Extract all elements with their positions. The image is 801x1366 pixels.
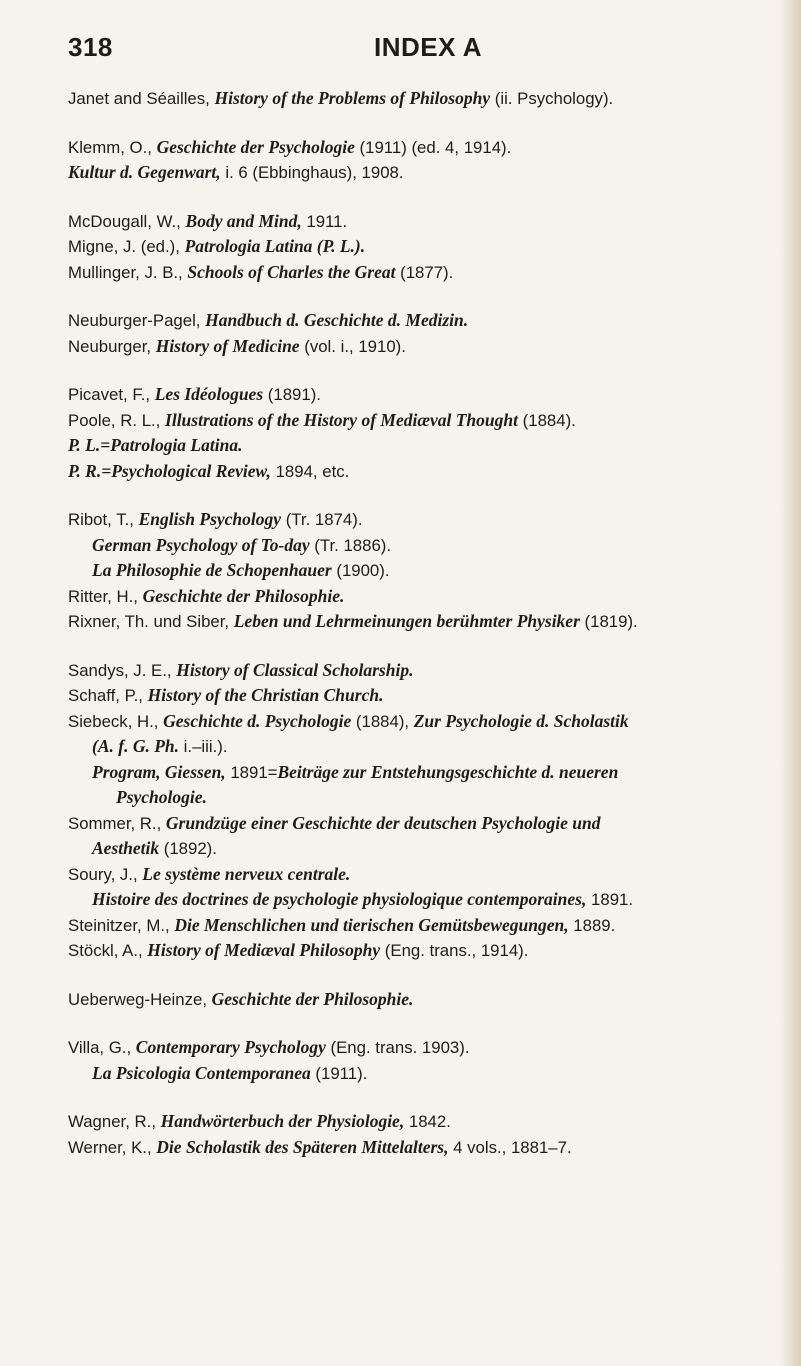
entry-detail: (ii. Psychology). — [490, 89, 614, 108]
entry-author: Ueberweg-Heinze, — [68, 989, 212, 1009]
page-header — [68, 32, 748, 72]
entry-detail: (1911) (ed. 4, 1914). — [354, 137, 512, 157]
entry-author: Sommer, R., — [68, 813, 166, 833]
entry-title: P. L.=Patrologia Latina. — [68, 435, 243, 455]
entry-author: McDougall, W., — [68, 211, 186, 231]
index-group — [68, 658, 768, 964]
index-entry — [68, 507, 768, 533]
index-group — [68, 135, 768, 186]
index-entry — [68, 938, 768, 964]
index-entry — [68, 658, 768, 684]
entry-detail: 1889. — [568, 915, 616, 935]
index-entry — [68, 760, 768, 811]
index-entry — [68, 709, 768, 760]
entry-author: Soury, J., — [68, 864, 143, 884]
entry-detail: (1900). — [331, 561, 390, 580]
index-entry — [68, 1061, 768, 1087]
index-entry — [68, 308, 768, 334]
entry-title: History of Classical Scholarship. — [176, 659, 414, 680]
index-entry — [68, 160, 768, 186]
entry-author: Poole, R. L., — [68, 410, 166, 430]
entry-title: Schools of Charles the Great — [187, 261, 396, 282]
entry-author: Werner, K., — [68, 1137, 157, 1157]
entry-author: Neuburger-Pagel, — [68, 311, 206, 330]
index-entry — [68, 533, 768, 559]
index-entry — [68, 260, 768, 286]
entry-author: Ribot, T., — [68, 510, 139, 529]
entry-title: Geschichte d. Psychologie — [163, 710, 352, 731]
page-number: 318 — [68, 32, 113, 62]
entry-title: Geschichte der Psychologie — [156, 136, 355, 157]
index-entry — [68, 1035, 768, 1061]
index-group — [68, 308, 768, 359]
entry-detail: (1884), — [351, 711, 414, 731]
index-entry — [68, 987, 768, 1013]
index-entry — [68, 334, 768, 360]
index-entry — [68, 234, 768, 260]
index-entry — [68, 86, 768, 112]
entry-title: Psychologie. — [116, 787, 207, 807]
entry-detail: (Eng. trans., 1914). — [380, 941, 529, 960]
entry-title: Body and Mind, — [185, 210, 302, 231]
entry-title: Les Idéologues — [154, 384, 264, 404]
entry-author: Janet and Séailles, — [68, 89, 215, 108]
entry-title: P. R.=Psychological Review, — [68, 460, 271, 481]
entry-author: Wagner, R., — [68, 1112, 161, 1131]
page-edge-shadow — [779, 0, 801, 1366]
entry-title: Patrologia Latina (P. L.). — [184, 236, 366, 256]
index-entry — [68, 1135, 768, 1161]
entry-detail: (Eng. trans. 1903). — [325, 1038, 470, 1057]
entry-title: Program, Giessen, — [92, 761, 226, 782]
entry-continuation — [116, 785, 768, 811]
index-group — [68, 209, 768, 286]
entry-detail: (Tr. 1874). — [281, 510, 363, 529]
entry-detail: i. 6 (Ebbinghaus), 1908. — [220, 163, 404, 182]
index-entry — [68, 887, 768, 913]
entry-title: Geschichte der Philosophie. — [211, 988, 414, 1009]
entry-author: Mullinger, J. B., — [68, 262, 188, 282]
entry-author: Picavet, F., — [68, 385, 155, 404]
entry-detail: (1892). — [159, 839, 217, 858]
index-group — [68, 1109, 768, 1160]
index-entry — [68, 558, 768, 584]
index-entry — [68, 209, 768, 235]
entry-author: Rixner, Th. und Siber, — [68, 612, 234, 631]
entry-title: Aesthetik — [92, 838, 160, 858]
entry-author: Migne, J. (ed.), — [68, 237, 185, 256]
entry-author: Siebeck, H., — [68, 711, 164, 731]
entry-author: Klemm, O., — [68, 137, 157, 157]
entry-detail: 1891= — [225, 762, 278, 782]
entry-title: History of Mediæval Philosophy — [147, 940, 381, 960]
index-group — [68, 86, 768, 112]
entry-title-secondary: Beiträge zur Entstehungsgeschichte d. neueren — [277, 761, 619, 782]
entry-author: Schaff, P., — [68, 686, 148, 705]
bibliography-index — [68, 86, 768, 1183]
entry-detail: (1884). — [517, 410, 576, 430]
entry-author: Steinitzer, M., — [68, 915, 175, 935]
entry-title: Histoire des doctrines de psychologie physiologique contemporaines, — [92, 889, 587, 909]
entry-detail: (1911). — [310, 1063, 368, 1083]
index-entry — [68, 459, 768, 485]
index-entry — [68, 683, 768, 709]
index-group — [68, 987, 768, 1013]
entry-title: Kultur d. Gegenwart, — [68, 162, 221, 182]
entry-title: History of Medicine — [155, 335, 300, 356]
entry-detail: 1894, etc. — [270, 461, 350, 481]
entry-title: Grundzüge einer Geschichte der deutschen Psychologie und — [165, 812, 601, 833]
entry-detail: i.–iii.). — [179, 737, 228, 756]
entry-detail: 4 vols., 1881–7. — [448, 1137, 572, 1157]
index-entry — [68, 408, 768, 434]
entry-detail: (vol. i., 1910). — [299, 336, 406, 356]
entry-continuation — [92, 836, 768, 862]
entry-title: Geschichte der Philosophie. — [142, 585, 345, 606]
entry-title-secondary: Zur Psychologie d. Scholastik — [413, 710, 629, 731]
entry-title: La Psicologia Contemporanea — [92, 1062, 311, 1083]
index-entry — [68, 584, 768, 610]
entry-author: Ritter, H., — [68, 586, 143, 606]
entry-title: Handbuch d. Geschichte d. Medizin. — [205, 310, 469, 330]
entry-detail: (1891). — [263, 385, 321, 404]
entry-title: Die Scholastik des Späteren Mittelalters, — [156, 1136, 449, 1157]
entry-detail: (Tr. 1886). — [309, 535, 392, 555]
entry-title: English Psychology — [138, 509, 282, 529]
entry-author: Neuburger, — [68, 336, 156, 356]
index-entry — [68, 135, 768, 161]
entry-title: Contemporary Psychology — [135, 1037, 326, 1057]
entry-title: (A. f. G. Ph. — [92, 736, 180, 756]
entry-title: History of the Problems of Philosophy — [214, 88, 491, 108]
entry-title: La Philosophie de Schopenhauer — [92, 560, 332, 580]
entry-detail: 1842. — [404, 1112, 451, 1131]
entry-author: Stöckl, A., — [68, 941, 148, 960]
index-entry — [68, 913, 768, 939]
index-group — [68, 382, 768, 484]
entry-detail: 1911. — [301, 211, 348, 231]
index-entry — [68, 609, 768, 635]
entry-author: Villa, G., — [68, 1038, 136, 1057]
entry-title: History of the Christian Church. — [147, 685, 384, 705]
index-group — [68, 507, 768, 635]
entry-title: German Psychology of To-day — [92, 534, 310, 555]
entry-detail: 1891. — [586, 890, 634, 909]
index-entry — [68, 433, 768, 459]
entry-title: Handwörterbuch der Physiologie, — [160, 1111, 405, 1131]
entry-author: Sandys, J. E., — [68, 660, 177, 680]
index-entry — [68, 811, 768, 862]
entry-detail: (1877). — [395, 262, 454, 282]
entry-detail: (1819). — [579, 612, 638, 631]
index-group — [68, 1035, 768, 1086]
running-title: INDEX A — [374, 32, 482, 62]
index-entry — [68, 862, 768, 888]
entry-title: Illustrations of the History of Mediæval Thought — [165, 409, 518, 430]
entry-continuation — [92, 734, 768, 760]
index-entry — [68, 1109, 768, 1135]
index-entry — [68, 382, 768, 408]
entry-title: Die Menschlichen und tierischen Gemütsbewegungen, — [174, 914, 569, 935]
entry-title: Le système nerveux centrale. — [142, 863, 351, 884]
entry-title: Leben und Lehrmeinungen berühmter Physiker — [233, 611, 580, 631]
